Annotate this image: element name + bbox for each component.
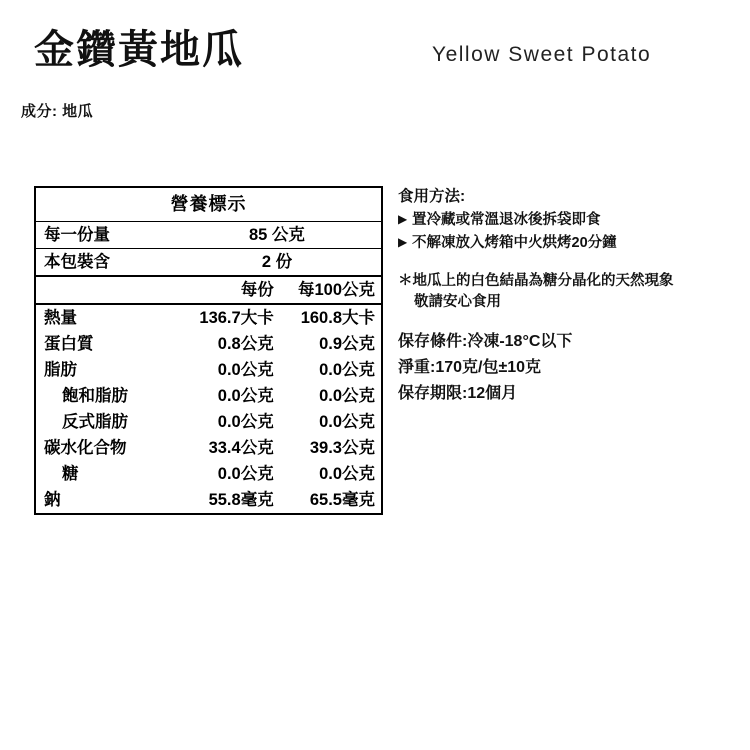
usage-heading: 食用方法: — [398, 188, 466, 205]
table-row-column-headers — [36, 276, 381, 304]
nutrient-per-serving: 0.0公克 — [217, 464, 274, 483]
nutrient-per-100g: 0.0公克 — [319, 464, 375, 483]
usage-item — [398, 210, 738, 231]
nutrient-per-serving: 0.8公克 — [217, 334, 274, 353]
nutrient-per-serving: 0.0公克 — [217, 386, 274, 405]
table-row-title — [36, 188, 381, 222]
nutrient-per-100g: 39.3公克 — [309, 438, 375, 457]
nutrient-per-serving: 55.8毫克 — [208, 490, 274, 509]
table-row-servings-per-pack — [36, 249, 381, 277]
nutrient-per-100g: 160.8大卡 — [300, 308, 375, 327]
nutrient-per-serving: 0.0公克 — [217, 360, 274, 379]
nutrient-per-100g: 0.0公克 — [319, 412, 375, 431]
note-line-2: 敬請安心食用 — [414, 294, 501, 311]
triangle-right-icon: ▶ — [398, 212, 408, 226]
nutrient-label: 反式脂肪 — [62, 412, 128, 431]
storage-info — [398, 329, 738, 407]
table-row — [36, 435, 381, 461]
table-row — [36, 487, 381, 513]
column-header-blank — [36, 276, 173, 304]
table-row — [36, 357, 381, 383]
servings-label: 本包裝含 — [36, 249, 173, 277]
nutrient-label: 糖 — [62, 464, 79, 483]
table-row — [36, 409, 381, 435]
nutrient-label: 鈉 — [44, 490, 61, 509]
nutrient-per-100g: 65.5毫克 — [309, 490, 375, 509]
nutrient-label: 飽和脂肪 — [62, 386, 128, 405]
nutrient-per-100g: 0.0公克 — [319, 386, 375, 405]
serving-size-value: 85 公克 — [173, 222, 381, 249]
nutrient-label: 熱量 — [44, 308, 77, 327]
nutrient-label: 脂肪 — [44, 360, 77, 379]
storage-condition: 保存條件:冷凍-18°C以下 — [398, 333, 573, 351]
nutrition-table-title: 營養標示 — [36, 188, 381, 222]
nutrient-per-serving: 136.7大卡 — [199, 308, 274, 327]
shelf-life: 保存期限:12個月 — [398, 385, 518, 402]
serving-size-label: 每一份量 — [36, 222, 173, 249]
usage-item-label: 置冷藏或常溫退冰後拆袋即食 — [412, 212, 601, 228]
nutrient-label: 蛋白質 — [44, 334, 94, 353]
nutrient-per-serving: 0.0公克 — [217, 412, 274, 431]
nutrition-facts-table — [34, 186, 383, 515]
servings-value: 2 份 — [173, 249, 381, 277]
net-weight: 淨重:170克/包±10克 — [398, 359, 542, 377]
page-title-english: Yellow Sweet Potato — [432, 43, 652, 66]
table-row — [36, 383, 381, 409]
nutrient-per-serving: 33.4公克 — [208, 438, 274, 457]
nutrient-per-100g: 0.9公克 — [319, 334, 375, 353]
column-header-per-100g: 每100公克 — [280, 276, 381, 304]
page-header — [0, 26, 750, 86]
ingredients-text: 成分: 地瓜 — [21, 103, 94, 120]
page-title: 金鑽黃地瓜 — [34, 28, 244, 72]
product-note — [398, 271, 738, 313]
table-row — [36, 304, 381, 331]
table-row — [36, 331, 381, 357]
nutrition-table — [36, 188, 381, 513]
product-info-panel — [398, 186, 738, 407]
table-row-serving-size — [36, 222, 381, 249]
triangle-right-icon: ▶ — [398, 234, 408, 249]
note-line-1: ＊地瓜上的白色結晶為糖分晶化的天然現象 — [398, 273, 674, 290]
usage-item-label: 不解凍放入烤箱中火烘烤20分鐘 — [412, 234, 617, 251]
usage-item — [398, 233, 738, 254]
nutrient-label: 碳水化合物 — [44, 438, 127, 457]
table-row — [36, 461, 381, 487]
column-header-per-serving: 每份 — [173, 276, 280, 304]
nutrient-per-100g: 0.0公克 — [319, 360, 375, 379]
